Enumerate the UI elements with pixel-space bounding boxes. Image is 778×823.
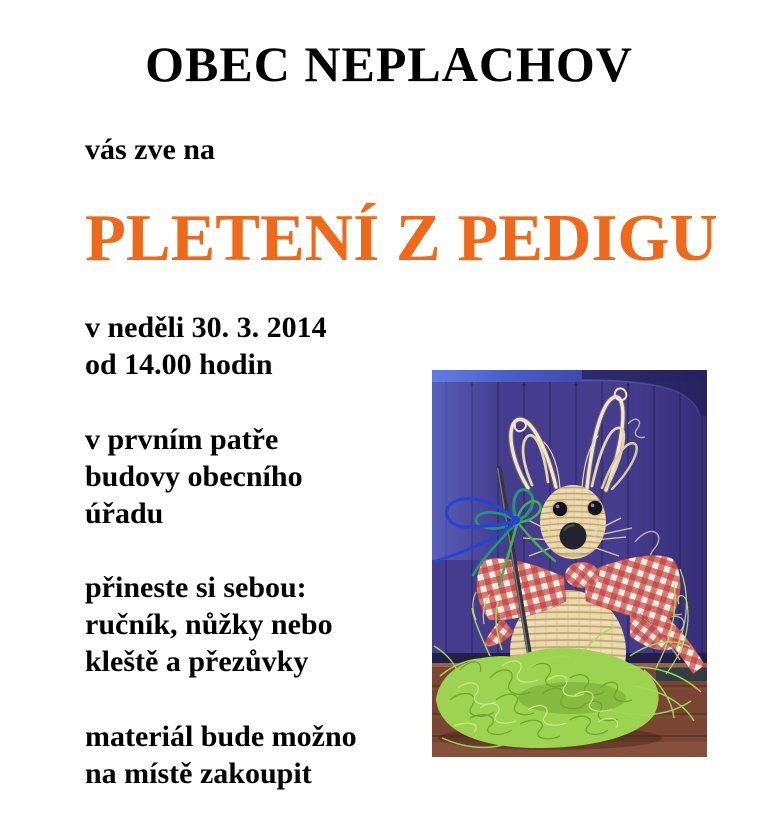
- location-line-3: úřadu: [85, 497, 164, 530]
- bring-line-1: přineste si sebou:: [85, 571, 307, 604]
- ribbon-knot: [512, 516, 520, 524]
- shelf-object: [656, 668, 707, 681]
- material-paragraph: [85, 718, 357, 792]
- intro-line: vás zve na: [85, 133, 215, 166]
- wall-left-glow: [432, 370, 502, 560]
- date-line: v neděli 30. 3. 2014: [85, 311, 327, 344]
- bring-line-2: ručník, nůžky nebo: [85, 608, 333, 641]
- location-paragraph: [85, 421, 303, 532]
- bunny-photo-illustration: [432, 370, 707, 757]
- bring-items-paragraph: [85, 569, 333, 680]
- bunny-eye-right: [588, 501, 602, 515]
- municipality-title: OBEC NEPLACHOV: [145, 36, 633, 92]
- bunny-photo: [432, 370, 707, 757]
- date-time-paragraph: [85, 309, 327, 383]
- bring-line-3: kleště a přezůvky: [85, 645, 309, 678]
- bunny-nose: [560, 523, 587, 550]
- material-line-1: materiál bude možno: [85, 720, 357, 753]
- event-title: PLETENÍ Z PEDIGU: [85, 201, 718, 275]
- gingham-knot: [565, 562, 599, 588]
- time-line: od 14.00 hodin: [85, 348, 273, 381]
- bunny-eye-left: [553, 502, 567, 516]
- material-line-2: na místě zakoupit: [85, 757, 312, 790]
- location-line-2: budovy obecního: [85, 460, 303, 493]
- location-line-1: v prvním patře: [85, 423, 279, 456]
